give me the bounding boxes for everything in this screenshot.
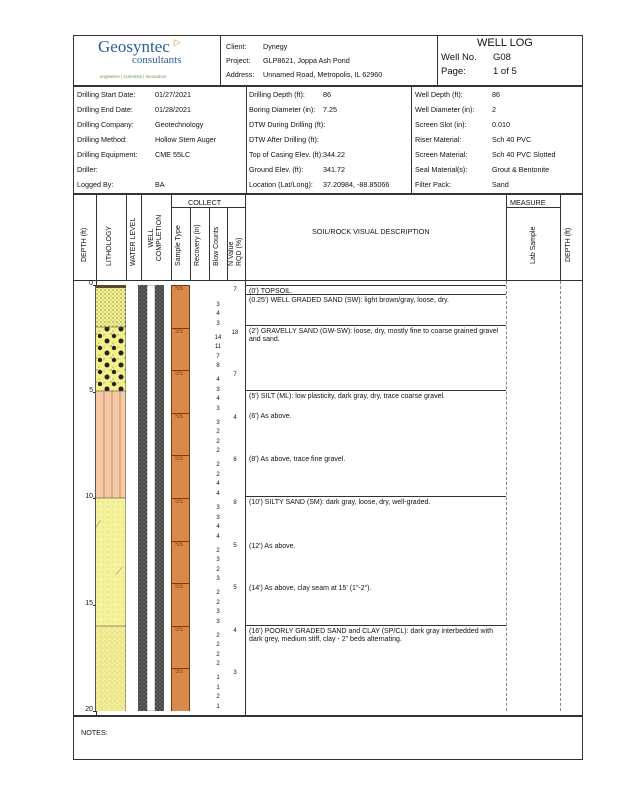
info-label: Drilling Start Date: <box>77 90 136 99</box>
sample-separator <box>171 541 190 542</box>
info-value: 2 <box>492 105 496 114</box>
depth-tick-label: 5 <box>89 386 93 394</box>
n-value: 4 <box>233 414 237 421</box>
logo-tagline: engineers | scientists | innovators <box>100 74 167 79</box>
sample-type-label: SS <box>175 413 184 420</box>
description-divider <box>245 294 506 295</box>
blow-count: 2 <box>216 547 220 554</box>
info-label: DTW During Drilling (ft): <box>249 120 326 129</box>
notes-label: NOTES: <box>81 728 108 737</box>
notes-box <box>73 716 583 760</box>
info-value: 37.20984, -88.85066 <box>323 180 390 189</box>
description-text: (12') As above. <box>249 543 296 550</box>
description-text: (0') TOPSOIL. <box>249 288 293 295</box>
description-text: (6') As above. <box>249 413 292 420</box>
blow-count: 2 <box>216 694 220 701</box>
blow-count: 3 <box>216 419 220 426</box>
blow-count: 2 <box>216 429 220 436</box>
sample-type-label: SS <box>175 328 184 335</box>
col-depth-right: DEPTH (ft) <box>565 227 572 262</box>
sample-type-label: SS <box>175 584 184 591</box>
description-text: (10') SILTY SAND (SM): dark gray, loose, dry, well-graded. <box>249 499 431 506</box>
logo-triangle-icon: ▷ <box>173 37 181 47</box>
info-label: Ground Elev. (ft): <box>249 165 304 174</box>
blow-count: 3 <box>216 576 220 583</box>
riser-pipe <box>147 285 155 711</box>
info-value: Grout & Bentonite <box>492 165 550 174</box>
info-label: Drilling Depth (ft): <box>249 90 305 99</box>
blow-count: 11 <box>214 344 222 351</box>
n-value: 18 <box>231 329 239 336</box>
well-completion-graphic <box>135 285 167 711</box>
blow-count: 3 <box>216 301 220 308</box>
layer-silt <box>96 391 126 498</box>
blow-count: 7 <box>216 353 220 360</box>
n-value: 6 <box>233 457 237 464</box>
info-label: Screen Slot (in): <box>415 120 467 129</box>
blow-count: 2 <box>216 462 220 469</box>
sample-separator <box>171 328 190 329</box>
blow-count: 4 <box>216 524 220 530</box>
info-label: Seal Material(s): <box>415 165 468 174</box>
blow-count: 4 <box>216 481 220 488</box>
blow-count: 3 <box>216 505 220 511</box>
blow-count: 1 <box>216 684 220 691</box>
depth-tick-label: 10 <box>85 493 93 500</box>
col-lithology: LITHOLOGY <box>106 225 113 266</box>
blow-count: 8 <box>216 363 220 370</box>
blow-count: 4 <box>216 377 220 384</box>
info-label: Drilling End Date: <box>77 105 133 114</box>
info-label: Drilling Equipment: <box>77 150 138 159</box>
info-label: Drilling Company: <box>77 120 134 129</box>
sample-type-label: SS <box>175 286 184 292</box>
info-value: Sch 40 PVC <box>492 135 532 144</box>
col-recovery: Recovery (in) <box>194 224 201 266</box>
blow-count: 2 <box>216 566 220 573</box>
grout-annulus-left <box>138 285 147 711</box>
info-value: 344.22 <box>323 150 345 159</box>
depth-tick <box>93 711 96 712</box>
info-label: Top of Casing Elev. (ft): <box>249 150 324 159</box>
info-label: DTW After Drilling (ft): <box>249 135 319 144</box>
blow-count: 2 <box>216 590 220 597</box>
project-label: Project: <box>226 56 251 65</box>
col-n-value: N Value <box>228 241 235 266</box>
n-value: 7 <box>233 287 237 293</box>
well-no-value: G08 <box>493 52 511 63</box>
info-label: Riser Material: <box>415 135 462 144</box>
blow-count: 1 <box>216 675 220 682</box>
n-value: 8 <box>233 500 237 506</box>
col-description: SOIL/ROCK VISUAL DESCRIPTION <box>312 227 430 236</box>
blow-count: 3 <box>216 609 220 616</box>
info-value: 01/27/2021 <box>155 90 191 99</box>
sample-separator <box>171 413 190 414</box>
description-text: (0.25') WELL GRADED SAND (SW): light brown/gray, loose, dry. <box>249 297 449 304</box>
sample-separator <box>171 498 190 499</box>
client-value: Dynegy <box>263 42 288 51</box>
sample-type-label: SS <box>175 626 184 633</box>
info-label: Screen Material: <box>415 150 468 159</box>
page-value: 1 of 5 <box>493 66 517 77</box>
info-value: Sch 40 PVC Slotted <box>492 150 556 159</box>
sample-separator <box>171 285 190 286</box>
description-divider <box>245 496 506 497</box>
project-value: GLP8621, Joppa Ash Pond <box>263 56 350 65</box>
blow-count: 3 <box>216 320 220 327</box>
info-label: Boring Diameter (in): <box>249 105 316 114</box>
col-sample-type: Sample Type <box>175 225 182 266</box>
info-value: 0.010 <box>492 120 510 129</box>
info-label: Location (Lat/Long): <box>249 180 313 189</box>
blow-count: 2 <box>216 438 220 445</box>
info-label: Well Depth (ft): <box>415 90 463 99</box>
info-value: 7.25 <box>323 105 337 114</box>
col-depth: DEPTH (ft) <box>81 227 88 262</box>
col-well-completion: WELL COMPLETION <box>148 214 163 262</box>
info-value: 01/28/2021 <box>155 105 191 114</box>
sample-separator <box>171 583 190 584</box>
blow-count: 2 <box>216 661 220 668</box>
page-title: WELL LOG <box>477 37 533 49</box>
blow-count: 3 <box>216 514 220 521</box>
n-value: 4 <box>233 627 237 634</box>
blow-count: 3 <box>216 618 220 625</box>
n-value: 3 <box>233 670 237 677</box>
blow-count: 4 <box>216 533 220 540</box>
well-no-label: Well No. <box>441 52 477 63</box>
blow-count: 4 <box>216 396 220 403</box>
info-label: Filter Pack: <box>415 180 451 189</box>
sample-separator <box>171 455 190 456</box>
sample-type-label: SS <box>175 371 184 378</box>
logo-subtitle: consultants <box>132 54 182 66</box>
client-label: Client: <box>226 42 247 51</box>
blow-count: 2 <box>216 599 220 606</box>
description-text: (8') As above, trace fine gravel. <box>249 456 346 463</box>
address-value: Unnamed Road, Metropolis, IL 62960 <box>263 70 383 79</box>
sample-separator <box>171 626 190 627</box>
info-label: Driller: <box>77 165 98 174</box>
n-value: 5 <box>233 585 237 592</box>
info-value: Hollow Stem Auger <box>155 135 217 144</box>
sample-separator <box>171 668 190 669</box>
col-lab-sample: Lab Sample <box>530 226 537 264</box>
address-label: Address: <box>226 70 255 79</box>
layer-sand-clay <box>96 626 126 711</box>
description-text: (14') As above, clay seam at 15' (1"-2"). <box>249 585 372 592</box>
info-value: 86 <box>492 90 500 99</box>
sample-type-label: SS <box>175 456 184 463</box>
info-value: Sand <box>492 180 509 189</box>
sample-separator <box>171 370 190 371</box>
blow-count: 3 <box>216 557 220 564</box>
blow-count: 3 <box>216 386 220 393</box>
blow-count: 1 <box>216 703 220 710</box>
blow-count: 2 <box>216 642 220 649</box>
info-value: BA <box>155 180 165 189</box>
info-value: CME 55LC <box>155 150 191 159</box>
info-label: Drilling Method: <box>77 135 127 144</box>
info-label: Logged By: <box>77 180 114 189</box>
page-label: Page: <box>441 66 466 77</box>
description-text: (2') GRAVELLY SAND (GW-SW): loose, dry, mostly fine to coarse grained gravel and sand. <box>249 328 499 343</box>
layer-gravelly-sand <box>96 327 126 391</box>
depth-tick-label: 0 <box>89 280 93 287</box>
info-value: 86 <box>323 90 331 99</box>
blow-count: 2 <box>216 632 220 639</box>
col-blow-counts: Blow Counts <box>213 226 220 266</box>
blow-count: 3 <box>216 405 220 412</box>
description-text: (5') SILT (ML): low plasticity, dark gray, dry, trace coarse gravel. <box>249 393 445 400</box>
logo-name: Geosyntec <box>98 37 170 56</box>
description-divider <box>245 325 506 326</box>
col-rqd: RQD (%) <box>236 237 243 266</box>
col-measure: MEASURE <box>510 198 546 207</box>
sample-type-label: SS <box>175 541 184 548</box>
sample-type-label: SS <box>175 669 184 676</box>
col-water-level: WATER LEVEL <box>130 217 137 266</box>
info-value: 341.72 <box>323 165 345 174</box>
grout-annulus-right <box>155 285 164 711</box>
layer-well-graded-sand <box>96 288 126 327</box>
blow-count: 14 <box>214 334 222 341</box>
n-value: 7 <box>233 372 237 379</box>
layer-silty-sand <box>96 498 126 626</box>
blow-count: 2 <box>216 471 220 478</box>
blow-count: 4 <box>216 311 220 317</box>
description-divider <box>245 625 506 626</box>
depth-tick-label: 20 <box>85 706 93 713</box>
description-text: (16') POORLY GRADED SAND and CLAY (SP/CL): dark gray interbedded with dark grey, medium stiff, clay - 2" beds alternating. <box>249 628 493 643</box>
col-collect: COLLECT <box>188 198 222 207</box>
blow-count: 4 <box>216 490 220 497</box>
layer-topsoil <box>96 285 126 288</box>
info-value: Geotechnology <box>155 120 204 129</box>
n-value: 5 <box>233 542 237 549</box>
description-divider <box>245 285 506 286</box>
sample-type-label: SS <box>175 499 184 505</box>
lithology-column <box>96 285 126 711</box>
info-label: Well Diameter (in): <box>415 105 475 114</box>
depth-tick-label: 15 <box>85 599 93 607</box>
blow-count: 2 <box>216 651 220 658</box>
description-divider <box>245 390 506 391</box>
blow-count: 2 <box>216 448 220 455</box>
